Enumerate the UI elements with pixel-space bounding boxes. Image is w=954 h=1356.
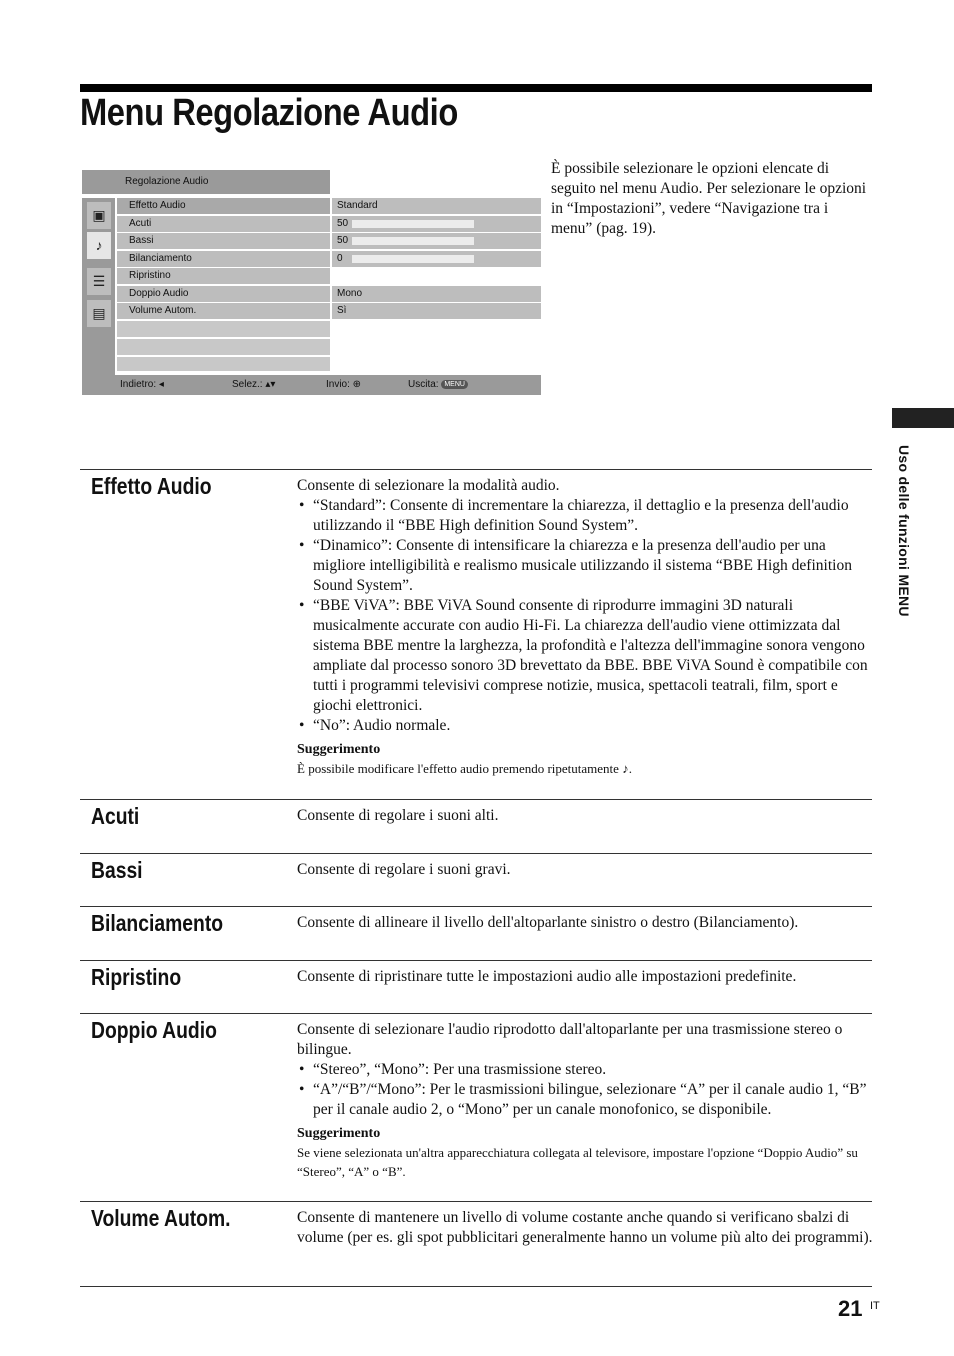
menu-key-icon: MENU <box>441 380 468 389</box>
tv-menu-empty-row <box>117 339 330 355</box>
section-acuti <box>80 799 872 854</box>
tv-menu-row: Doppio Audio <box>117 286 330 302</box>
tv-menu-value: 50 <box>332 233 541 249</box>
tv-menu-row: Bassi <box>117 233 330 249</box>
section-bilanciamento <box>80 906 872 961</box>
tip-heading: Suggerimento <box>297 1126 381 1141</box>
list-item: • “BBE ViVA”: BBE ViVA Sound consente di riprodurre immagini 3D naturali musicalmente accurate con audio Hi-Fi. La chiarezza dell'audio viene ottimizzata dal sistema BBE mentre la larghezza, la profondità e l'altezza dell'immagine sonora vengono ampliate dal processo sonoro 3D brevettato da BBE. BBE ViVA Sound è compatibile con tutti i programmi televisivi comprese notizie, musica, spettacoli teatrali, film, sport e giochi elettronici. <box>297 596 875 716</box>
top-rule <box>80 84 872 92</box>
list-item: • “Stereo”, “Mono”: Per una trasmissione stereo. <box>297 1060 875 1080</box>
tv-menu-row: Effetto Audio <box>117 198 330 214</box>
tv-menu-value: 0 <box>332 251 541 267</box>
list-item: • “No”: Audio normale. <box>297 716 875 736</box>
tv-menu-footer <box>82 375 541 395</box>
side-section-label: Uso delle funzioni MENU <box>896 445 912 617</box>
picture-icon: ▣ <box>87 202 111 229</box>
desc-ripristino: Consente di ripristinare tutte le impostazioni audio alle impostazioni predefinite. <box>297 968 797 985</box>
level-bar <box>352 220 474 228</box>
tv-menu-value: 50 <box>332 216 541 232</box>
left-arrow-icon: ◂ <box>156 379 164 390</box>
tv-menu-title: Regolazione Audio <box>125 176 209 187</box>
section-effetto-audio <box>80 469 872 800</box>
tv-menu-row: Acuti <box>117 216 330 232</box>
tv-menu-screenshot <box>82 170 541 395</box>
desc-bilanciamento: Consente di allineare il livello dell'altoparlante sinistro o destro (Bilanciamento). <box>297 914 799 931</box>
page-number: 21 <box>838 1296 863 1321</box>
tip-text: Se viene selezionata un'altra apparecchiatura collegata al televisore, impostare l'opzione “Doppio Audio” su “Stereo”, “A” o “B”. <box>297 1145 858 1179</box>
select-hint: Selez.: <box>232 379 263 390</box>
music-note-icon: ♪ <box>87 232 111 259</box>
tv-menu-empty-row <box>117 357 330 371</box>
tv-menu-icon-column <box>82 198 115 375</box>
tv-menu-value: Sì <box>332 303 541 319</box>
desc-bassi: Consente di regolare i suoni gravi. <box>297 861 511 878</box>
up-down-arrow-icon: ▴▾ <box>262 379 276 390</box>
term-acuti: Acuti <box>91 803 140 829</box>
tv-menu-row: Ripristino <box>117 268 330 284</box>
plus-icon: ⊕ <box>349 379 362 390</box>
term-effetto-audio: Effetto Audio <box>91 473 212 499</box>
list-item: • “Dinamico”: Consente di intensificare la chiarezza e la presenza dell'audio per una migliore intelligibilità e realismo musicale utilizzando il sistema “BBE High definition Sound System”. <box>297 536 875 596</box>
desc-effetto-audio: Consente di selezionare la modalità audio. • “Standard”: Consente di incrementare la chiarezza, il dettaglio e la presenza dell'audio utilizzando il “BBE High definition Sound System”. • “Dinamico”: Consente di intensificare la chiarezza e la presenza dell'audio per una migliore intelligibilità e realismo musicale utilizzando il sistema “BBE High definition Sound System”. • “BBE ViVA”: BBE ViVA Sound consente di riprodurre immagini 3D naturali musicalmente accurate con audio Hi-Fi. La chiarezza dell'audio viene ottimizzata dal sistema BBE mentre la larghezza, la profondità e l'altezza dell'immagine sonora vengono ampliate dal processo sonoro 3D brevettato da BBE. BBE ViVA Sound è compatibile con tutti i programmi televisivi comprese notizie, musica, spettacoli teatrali, film, sport e giochi elettronici. • “No”: Audio normale. Suggerimento È possibile modificare l'effetto audio premendo ripetutamente ♪. <box>297 476 875 778</box>
term-bilanciamento: Bilanciamento <box>91 910 224 936</box>
term-bassi: Bassi <box>91 857 143 883</box>
level-bar <box>352 237 474 245</box>
bottom-rule <box>80 1286 872 1287</box>
desc-doppio-audio: Consente di selezionare l'audio riprodotto dall'altoparlante per una trasmissione stereo o bilingue. • “Stereo”, “Mono”: Per una trasmissione stereo. • “A”/“B”/“Mono”: Per le trasmissioni bilingue, selezionare “A” per il canale audio 1, “B” per il canale audio 2, o “Mono” per un canale monofonico, se disponibile. Suggerimento Se viene selezionata un'altra apparecchiatura collegata al televisore, impostare l'opzione “Doppio Audio” su “Stereo”, “A” o “B”. <box>297 1020 875 1181</box>
tv-menu-value: Standard <box>332 198 541 214</box>
option-list <box>297 1060 875 1120</box>
toolbox-icon: ▤ <box>87 300 111 327</box>
section-bassi <box>80 853 872 907</box>
tv-menu-empty-row <box>117 321 330 337</box>
back-hint: Indietro: <box>120 379 157 390</box>
intro-text: È possibile selezionare le opzioni elencate di seguito nel menu Audio. Per selezionare le opzioni in “Impostazioni”, vedere “Navigazione tra i menu” (pag. 19). <box>551 160 867 237</box>
term-ripristino: Ripristino <box>91 964 182 990</box>
list-item: • “Standard”: Consente di incrementare la chiarezza, il dettaglio e la presenza dell'audio utilizzando il “BBE High definition Sound System”. <box>297 496 875 536</box>
enter-hint: Invio: <box>326 379 350 390</box>
term-doppio-audio: Doppio Audio <box>91 1017 217 1043</box>
tip-text: È possibile modificare l'effetto audio premendo ripetutamente ♪. <box>297 761 632 776</box>
term-volume-autom: Volume Autom. <box>91 1205 231 1231</box>
section-ripristino <box>80 960 872 1014</box>
desc-acuti: Consente di regolare i suoni alti. <box>297 807 499 824</box>
level-bar <box>352 255 474 263</box>
list-item: • “A”/“B”/“Mono”: Per le trasmissioni bilingue, selezionare “A” per il canale audio 1, “B” per il canale audio 2, o “Mono” per un canale monofonico, se disponibile. <box>297 1080 875 1120</box>
tv-menu-row: Bilanciamento <box>117 251 330 267</box>
exit-hint: Uscita: <box>408 379 439 390</box>
option-list <box>297 496 875 736</box>
desc-volume-autom: Consente di mantenere un livello di volume costante anche quando si verificano sbalzi di volume (per es. gli spot pubblicitari generalmente hanno un volume più alto dei programmi). <box>297 1209 873 1246</box>
tip-heading: Suggerimento <box>297 742 381 757</box>
section-volume-autom <box>80 1201 872 1287</box>
tv-menu-header <box>82 170 330 194</box>
tv-menu-value: Mono <box>332 286 541 302</box>
page-title: Menu Regolazione Audio <box>80 92 458 134</box>
page-language: IT <box>870 1300 880 1312</box>
section-doppio-audio <box>80 1013 872 1202</box>
tv-menu-row: Volume Autom. <box>117 303 330 319</box>
side-tab-marker <box>892 408 954 428</box>
list-icon: ☰ <box>87 268 111 295</box>
